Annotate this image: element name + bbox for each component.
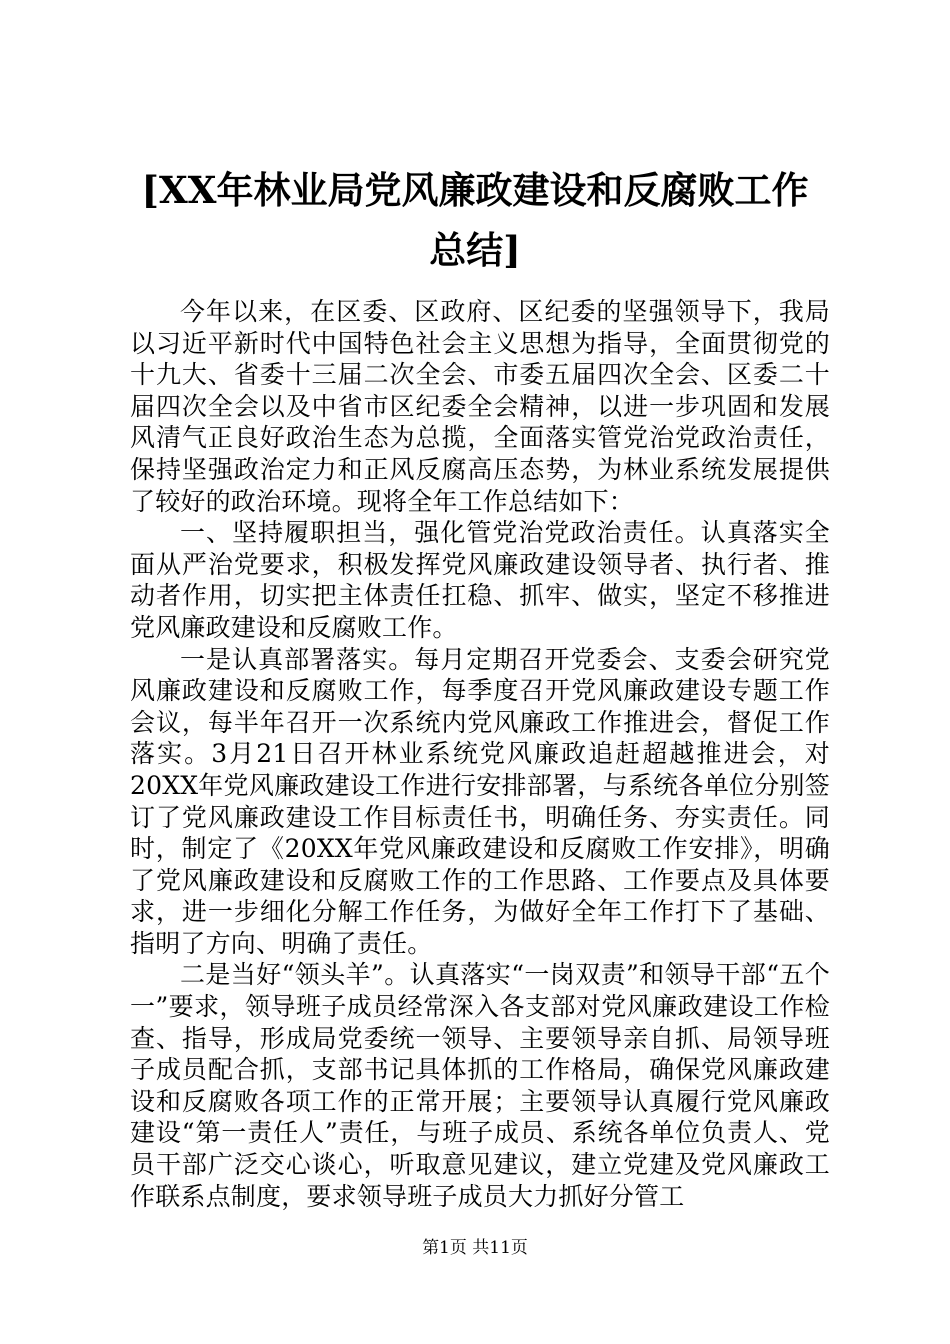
paragraph-section-1: 一、坚持履职担当，强化管党治党政治责任。认真落实全面从严治党要求，积极发挥党风廉政建设领导者、执行者、推动者作用，切实把主体责任扛稳、抓牢、做实，坚定不移推进党风廉政建设和反腐败工作。 — [130, 518, 830, 642]
document-body — [130, 296, 830, 1212]
page-number-footer: 第1页 共11页 — [422, 1238, 528, 1258]
paragraph-intro: 今年以来，在区委、区政府、区纪委的坚强领导下，我局以习近平新时代中国特色社会主义思想为指导，全面贯彻党的十九大、省委十三届二次全会、市委五届四次全会、区委二十届四次全会以及中省市区纪委全会精神，以进一步巩固和发展风清气正良好政治生态为总揽，全面落实管党治党政治责任，保持坚强政治定力和正风反腐高压态势，为林业系统发展提供了较好的政治环境。现将全年工作总结如下： — [130, 297, 830, 516]
paragraph-item-2: 二是当好“领头羊”。认真落实“一岗双责”和领导干部“五个一”要求，领导班子成员经常深入各支部对党风廉政建设工作检查、指导，形成局党委统一领导、主要领导亲自抓、局领导班子成员配合抓，支部书记具体抓的工作格局，确保党风廉政建设和反腐败各项工作的正常开展；主要领导认真履行党风廉政建设“第一责任人”责任，与班子成员、系统各单位负责人、党员干部广泛交心谈心，听取意见建议，建立党建及党风廉政工作联系点制度，要求领导班子成员大力抓好分管工 — [130, 960, 830, 1211]
paragraph-item-1: 一是认真部署落实。每月定期召开党委会、支委会研究党风廉政建设和反腐败工作，每季度召开党风廉政建设专题工作会议，每半年召开一次系统内党风廉政工作推进会，督促工作落实。3月21日召开林业系统党风廉政追赶超越推进会，对20XX年党风廉政建设工作进行安排部署，与系统各单位分别签订了党风廉政建设工作目标责任书，明确任务、夯实责任。同时，制定了《20XX年党风廉政建设和反腐败工作安排》，明确了党风廉政建设和反腐败工作的工作思路、工作要点及具体要求，进一步细化分解工作任务，为做好全年工作打下了基础、指明了方向、明确了责任。 — [130, 644, 830, 958]
document-title: [XX年林业局党风廉政建设和反腐败工作总结] — [141, 168, 809, 272]
